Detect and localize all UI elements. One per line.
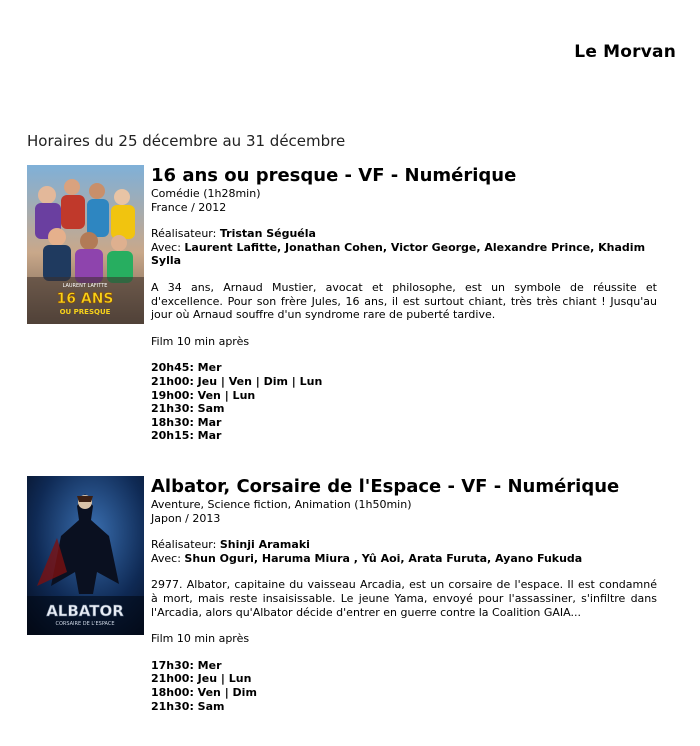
showtime-item: 18h30: Mar bbox=[151, 415, 222, 429]
showtime-item: 21h30: Sam bbox=[151, 699, 225, 713]
film-director-line bbox=[151, 227, 657, 241]
cinema-name: Le Morvan bbox=[574, 42, 676, 62]
film-title[interactable]: Albator, Corsaire de l'Espace - VF - Numérique bbox=[151, 476, 620, 497]
film-title[interactable]: 16 ans ou presque - VF - Numérique bbox=[151, 165, 517, 186]
film-info bbox=[151, 476, 657, 713]
cast-names: Laurent Lafitte, Jonathan Cohen, Victor George, Alexandre Prince, Khadim Sylla bbox=[151, 240, 646, 268]
film-poster[interactable] bbox=[27, 165, 144, 324]
film-synopsis: A 34 ans, Arnaud Mustier, avocat et philosophe, est un symbole de réussite et d'excellence. Pour son frère Jules, 16 ans, il est surtout chiant, très très chiant ! Jusqu'au jour où Arnaud souffre d'un syndrome rare de puberté tardive. bbox=[151, 280, 657, 322]
date-range-heading: Horaires du 25 décembre au 31 décembre bbox=[27, 132, 346, 150]
director-name: Tristan Séguéla bbox=[219, 227, 316, 241]
cast-label: Avec: bbox=[151, 240, 181, 254]
showtimes-list bbox=[151, 659, 657, 713]
film-genre-duration: Comédie (1h28min) bbox=[151, 187, 261, 200]
film-genre-duration: Aventure, Science fiction, Animation (1h50min) bbox=[151, 498, 412, 511]
film-note: Film 10 min après bbox=[151, 632, 250, 646]
director-label: Réalisateur: bbox=[151, 538, 217, 552]
film-poster[interactable] bbox=[27, 476, 144, 635]
film-origin-year: Japon / 2013 bbox=[151, 511, 221, 525]
poster-actor-text: LAURENT LAFITTE bbox=[62, 283, 108, 289]
director-name: Shinji Aramaki bbox=[219, 538, 310, 552]
poster-16-ans-image bbox=[27, 165, 144, 324]
director-label: Réalisateur: bbox=[151, 227, 217, 241]
showtime-item: 21h00: Jeu | Lun bbox=[151, 672, 252, 686]
showtimes-list bbox=[151, 361, 657, 443]
cast-names: Shun Oguri, Haruma Miura , Yû Aoi, Arata Furuta, Ayano Fukuda bbox=[184, 551, 583, 565]
poster-albator-image bbox=[27, 476, 144, 635]
showtime-item: 21h00: Jeu | Ven | Dim | Lun bbox=[151, 374, 323, 388]
poster-title-text: ALBATOR bbox=[46, 602, 124, 620]
film-director-line bbox=[151, 538, 657, 552]
showtime-item: 20h45: Mer bbox=[151, 361, 222, 375]
showtime-item: 18h00: Ven | Dim bbox=[151, 685, 257, 699]
poster-title-text: 16 ANS bbox=[56, 291, 114, 307]
poster-subtitle-text: CORSAIRE DE L'ESPACE bbox=[55, 621, 115, 627]
cast-label: Avec: bbox=[151, 551, 181, 565]
film-cast-line bbox=[151, 241, 657, 268]
showtime-item: 17h30: Mer bbox=[151, 658, 222, 672]
film-synopsis: 2977. Albator, capitaine du vaisseau Arcadia, est un corsaire de l'espace. Il est condamné à mort, mais reste insaisissable. Le jeune Yama, envoyé pour l'assassiner, s'infiltre dans l'Arcadia, alors qu'Albator décide d'entrer en guerre contre la Coalition GAIA... bbox=[151, 578, 657, 619]
film-origin-year: France / 2012 bbox=[151, 200, 227, 214]
showtime-item: 21h30: Sam bbox=[151, 402, 225, 416]
film-info bbox=[151, 165, 657, 443]
film-note: Film 10 min après bbox=[151, 334, 250, 348]
showtime-item: 19h00: Ven | Lun bbox=[151, 388, 256, 402]
poster-subtitle-text: OU PRESQUE bbox=[59, 308, 111, 316]
showtime-item: 20h15: Mar bbox=[151, 429, 222, 443]
film-cast-line bbox=[151, 552, 657, 566]
